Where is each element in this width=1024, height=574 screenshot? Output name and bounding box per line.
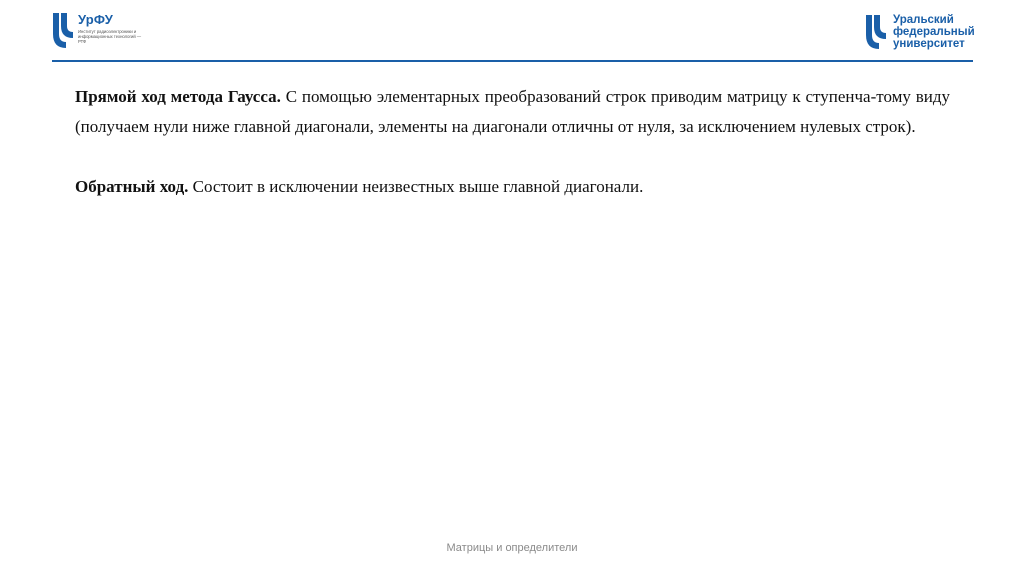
logo-brand-text: УрФУ — [78, 12, 114, 27]
university-name-line3: университет — [893, 38, 965, 50]
urfu-logo-icon — [52, 12, 74, 52]
back-substitution-text: Состоит в исключении неизвестных выше главной диагонали. — [188, 177, 644, 196]
slide-content — [75, 82, 950, 202]
back-substitution-heading: Обратный ход. — [75, 177, 189, 196]
university-name — [893, 14, 975, 50]
logo-institute-text: Институт радиоэлектроники и информационных технологий — РТФ — [78, 29, 142, 44]
university-name-line1: Уральский — [893, 14, 954, 26]
slide-footer: Матрицы и определители — [446, 542, 578, 554]
forward-elimination-text: С помощью элементарных преобразований строк приводим матрицу к ступенча-тому виду (получаем нули ниже главной диагонали, элементы на диагонали отличны от нуля, за исключением нулевых строк). — [75, 87, 950, 136]
forward-elimination-heading: Прямой ход метода Гаусса. — [75, 87, 281, 106]
urfu-university-logo — [865, 14, 985, 54]
header-divider — [52, 60, 973, 62]
university-name-line2: федеральный — [893, 26, 975, 38]
back-substitution-paragraph — [75, 172, 950, 202]
urfu-institute-logo — [52, 12, 142, 54]
urfu-logo-icon — [865, 14, 887, 52]
forward-elimination-paragraph — [75, 82, 950, 142]
